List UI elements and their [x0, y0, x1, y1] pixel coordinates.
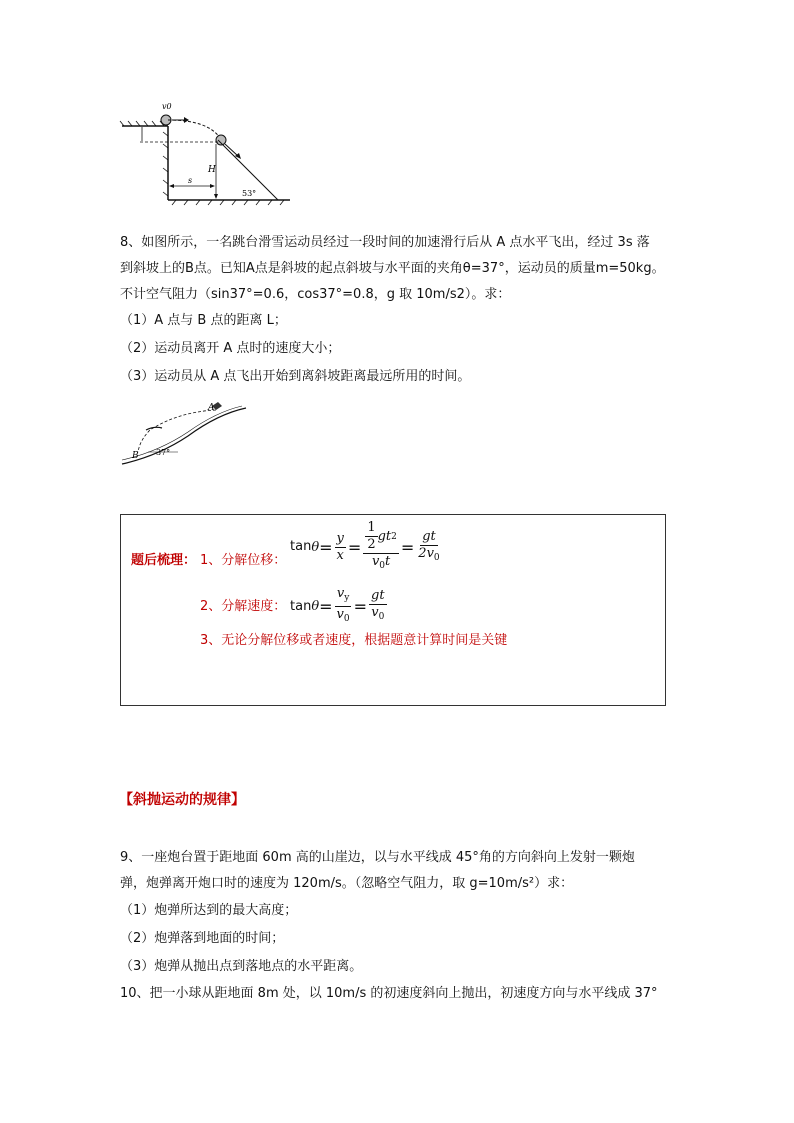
q8-sub3: （3）运动员从 A 点飞出开始到离斜坡距离最远所用的时间。: [120, 369, 471, 384]
h-label: H: [208, 165, 216, 175]
q8-line1: 8、如图所示，一名跳台滑雪运动员经过一段时间的加速滑行后从 A 点水平飞出，经过 3s 落: [120, 235, 650, 250]
point-a-label: A: [208, 403, 215, 413]
summary-item1-label: 1、分解位移：: [200, 553, 287, 568]
q9-sub1: （1）炮弹所达到的最大高度；: [120, 903, 298, 918]
q8-line2: 到斜坡上的B点。已知A点是斜坡的起点斜坡与水平面的夹角θ=37°，运动员的质量m=50kg。: [120, 261, 665, 276]
q8-sub2: （2）运动员离开 A 点时的速度大小；: [120, 341, 341, 356]
cliff-projectile-figure: [118, 96, 298, 208]
s-label: s: [188, 176, 193, 185]
point-b-label: B: [132, 451, 139, 461]
summary-title: 题后梳理：: [131, 553, 197, 568]
angle-label: 53°: [242, 189, 257, 198]
q9-line2: 弹，炮弹离开炮口时的速度为 120m/s。（忽略空气阻力，取 g=10m/s²）求：: [120, 876, 574, 891]
v0-label: v0: [162, 102, 172, 111]
q8-line3: 不计空气阻力（sin37°=0.6，cos37°=0.8，g 取 10m/s2）。求：: [120, 287, 511, 302]
formula-velocity: tan θ = $\frac{v_y}{v_0}$ = $\frac{gt}{v_0}$: [290, 586, 385, 624]
q10-line1: 10、把一小球从距地面 8m 处，以 10m/s 的初速度斜向上抛出，初速度方向与水平线成 37°: [120, 986, 658, 1001]
q8-sub1: （1）A 点与 B 点的距离 L；: [120, 313, 287, 328]
angle-label: 37°: [156, 448, 171, 457]
q9-sub3: （3）炮弹从抛出点到落地点的水平距离。: [120, 959, 363, 974]
formula-displacement: tan θ = $\frac{y}{x}$ = $\frac{1}{2}$ g t 2 $v_0t$ = $\frac{gt}{2v_0}$: [290, 520, 440, 571]
summary-item2-label: 2、分解速度：: [200, 599, 287, 614]
summary-item3: 3、无论分解位移或者速度，根据题意计算时间是关键: [200, 633, 508, 648]
ski-slope-figure: [118, 400, 252, 468]
q9-line1: 9、一座炮台置于距地面 60m 高的山崖边，以与水平线成 45°角的方向斜向上发射一颗炮: [120, 850, 635, 865]
q9-sub2: （2）炮弹落到地面的时间；: [120, 931, 285, 946]
section-title: 【斜抛运动的规律】: [119, 792, 245, 808]
